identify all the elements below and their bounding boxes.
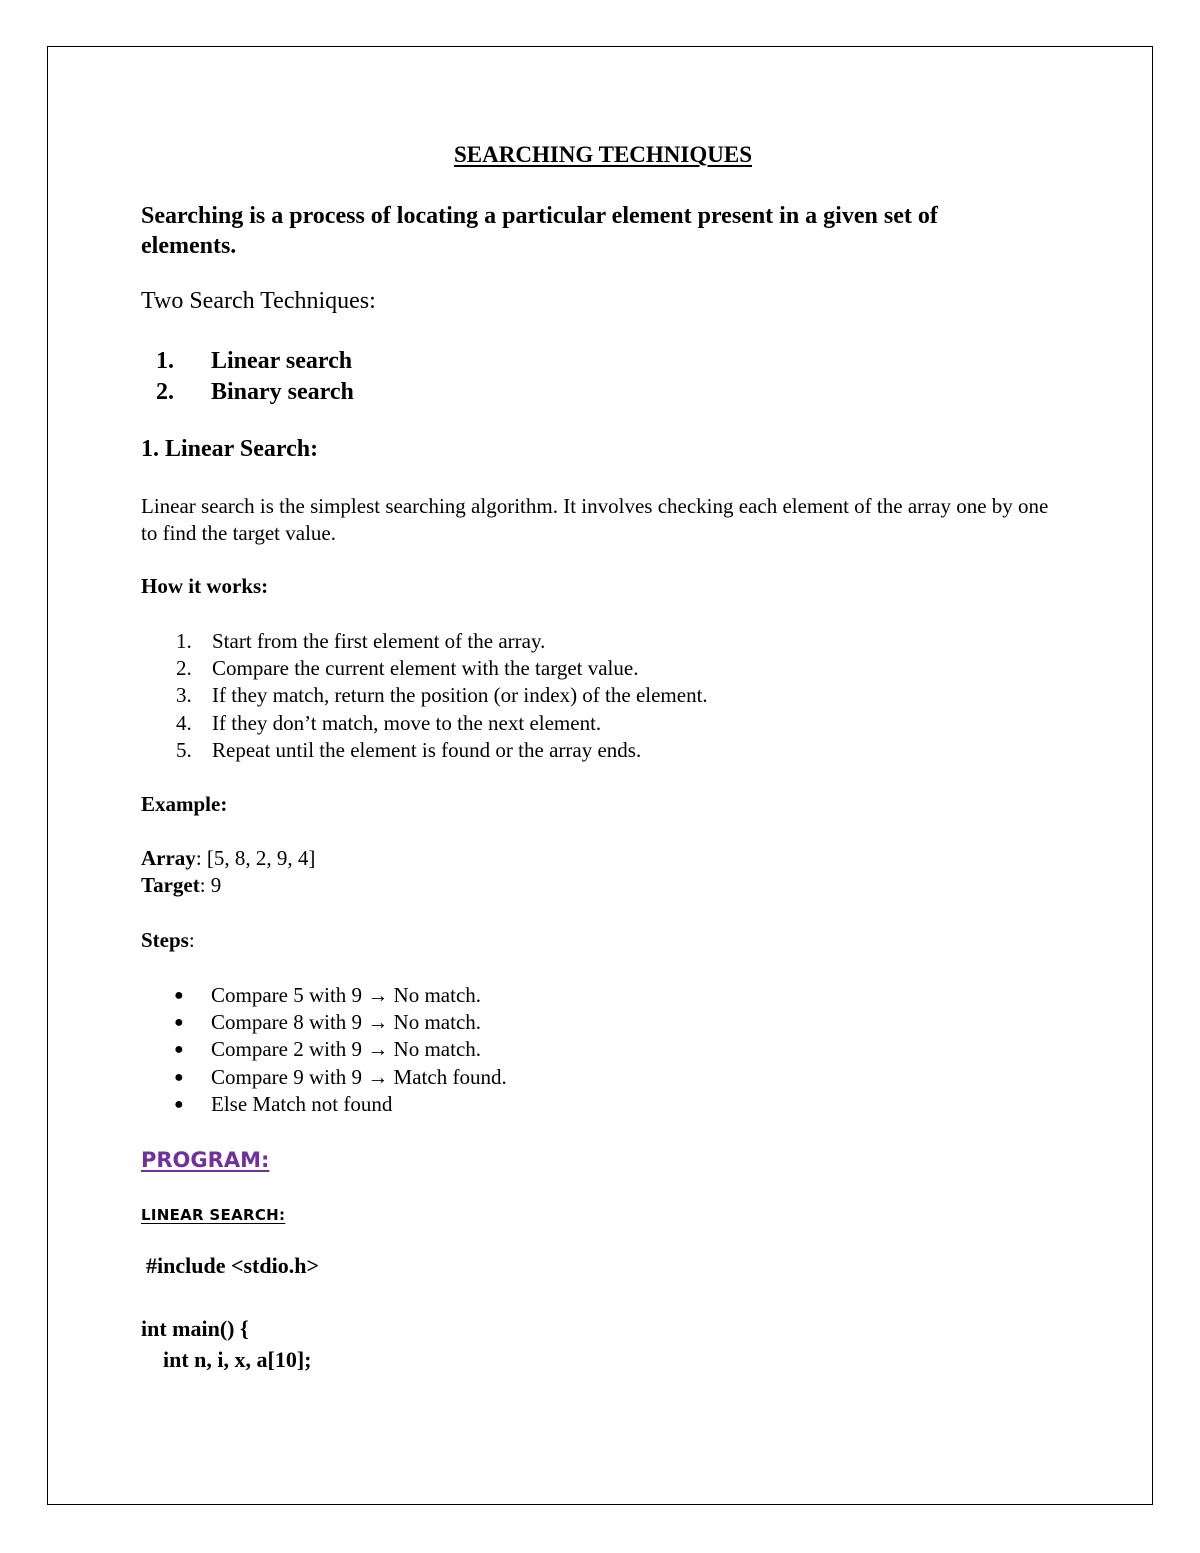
step-text: Repeat until the element is found or the array ends.: [212, 737, 642, 762]
steps-heading: [141, 928, 195, 953]
program-heading: PROGRAM:: [141, 1148, 270, 1172]
linear-search-heading: 1. Linear Search:: [141, 436, 319, 462]
code-line-main: int main() {: [141, 1316, 249, 1341]
target-line: [141, 873, 221, 898]
bullet-icon: ●: [174, 1041, 184, 1059]
list-item: [141, 377, 354, 408]
list-item: [141, 628, 708, 655]
list-item: [141, 682, 708, 709]
compare-steps-list: [141, 982, 507, 1118]
list-number: 4.: [176, 710, 192, 735]
list-item: [141, 346, 354, 377]
step-text: If they match, return the position (or index) of the element.: [212, 683, 708, 708]
list-item: [141, 710, 708, 737]
list-item: [141, 1091, 507, 1118]
how-it-works-heading: How it works:: [141, 574, 269, 598]
linear-search-subheading: LINEAR SEARCH:: [141, 1206, 286, 1224]
intro-paragraph: Searching is a process of locating a particular element present in a given set of elements.: [141, 203, 938, 259]
list-number: 1.: [176, 629, 192, 653]
steps-label: Steps: [141, 928, 189, 952]
technique-label: Linear search: [211, 348, 353, 374]
compare-step-text: Compare 2 with 9 → No match.: [211, 1037, 482, 1062]
steps-colon: :: [188, 928, 195, 952]
list-number: 5.: [176, 737, 192, 762]
list-number: 1.: [156, 348, 174, 374]
compare-step-text: Else Match not found: [211, 1091, 393, 1116]
linear-search-description: Linear search is the simplest searching algorithm. It involves checking each element of the array one by one to find the target value.: [141, 494, 1049, 545]
list-item: [141, 982, 507, 1009]
array-value: : [5, 8, 2, 9, 4]: [195, 846, 316, 870]
list-number: 3.: [176, 683, 192, 708]
how-it-works-steps: [141, 628, 708, 764]
bullet-icon: ●: [174, 1068, 184, 1086]
compare-step-text: Compare 5 with 9 → No match.: [211, 983, 482, 1007]
compare-step-text: Compare 9 with 9 → Match found.: [211, 1064, 507, 1089]
array-label: Array: [141, 846, 196, 870]
page-border: [47, 46, 1153, 1505]
code-line-declarations: int n, i, x, a[10];: [163, 1347, 312, 1372]
step-text: Start from the first element of the array.: [212, 629, 546, 653]
list-item: [141, 1036, 507, 1063]
list-item: [141, 1009, 507, 1036]
list-item: [141, 737, 708, 764]
example-heading: Example:: [141, 792, 228, 816]
compare-step-text: Compare 8 with 9 → No match.: [211, 1010, 482, 1035]
list-number: 2.: [156, 379, 174, 405]
list-number: 2.: [176, 656, 192, 681]
bullet-icon: ●: [174, 1095, 184, 1113]
bullet-icon: ●: [174, 987, 184, 1004]
step-text: If they don’t match, move to the next element.: [212, 710, 602, 735]
document-title: SEARCHING TECHNIQUES: [453, 142, 752, 167]
list-item: [141, 1064, 507, 1091]
target-value: : 9: [199, 873, 222, 897]
array-line: [141, 846, 315, 871]
two-techniques-label: Two Search Techniques:: [141, 288, 376, 314]
code-line-include: #include <stdio.h>: [146, 1253, 320, 1278]
target-label: Target: [141, 873, 200, 897]
techniques-list: [141, 346, 354, 408]
list-item: [141, 655, 708, 682]
technique-label: Binary search: [211, 379, 354, 405]
bullet-icon: ●: [174, 1014, 184, 1032]
step-text: Compare the current element with the target value.: [212, 656, 639, 681]
